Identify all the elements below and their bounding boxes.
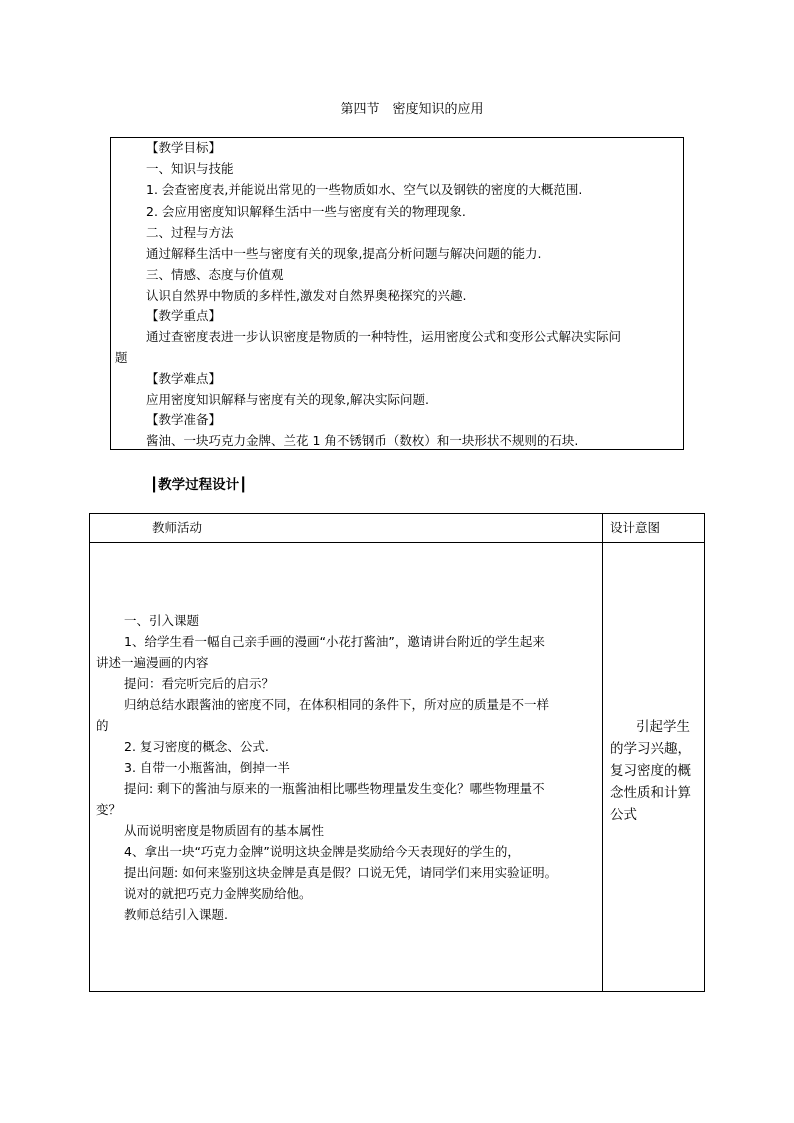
intent-line: 公式 bbox=[610, 807, 637, 823]
intent-line: 引起学生 bbox=[636, 719, 690, 735]
goals-line: 1. 会查密度表,并能说出常见的一些物质如水、空气以及钢铁的密度的大概范围. bbox=[146, 182, 583, 197]
intent-line: 念性质和计算 bbox=[610, 785, 691, 801]
activity-line: 提问: 剩下的酱油与原来的一瓶酱油相比哪些物理量发生变化？哪些物理量不 bbox=[124, 781, 545, 796]
table-column-divider bbox=[602, 513, 603, 992]
goals-line: 题 bbox=[115, 350, 128, 365]
header-teacher-activity: 教师活动 bbox=[152, 520, 203, 535]
intent-line: 复习密度的概 bbox=[610, 763, 691, 779]
activity-line: 变？ bbox=[96, 802, 122, 817]
goals-line: 通过查密度表进一步认识密度是物质的一种特性，运用密度公式和变形公式解决实际问 bbox=[146, 329, 622, 344]
goals-line: 通过解释生活中一些与密度有关的现象,提高分析问题与解决问题的能力. bbox=[146, 246, 542, 261]
goals-line: 应用密度知识解释与密度有关的现象,解决实际问题. bbox=[146, 392, 429, 407]
key-points-heading: 【教学重点】 bbox=[146, 308, 222, 323]
goals-line: 二、过程与方法 bbox=[146, 225, 234, 240]
activity-line: 教师总结引入课题. bbox=[124, 907, 228, 922]
process-design-heading: ┃教学过程设计┃ bbox=[150, 477, 248, 493]
activity-line: 讲述一遍漫画的内容 bbox=[96, 655, 209, 670]
activity-line: 提问：看完听完后的启示？ bbox=[124, 676, 275, 691]
goals-line: 2. 会应用密度知识解释生活中一些与密度有关的物理现象. bbox=[146, 204, 466, 219]
activity-line: 说对的就把巧克力金牌奖励给他。 bbox=[124, 886, 312, 901]
preparation-heading: 【教学准备】 bbox=[146, 412, 222, 427]
goals-line: 认识自然界中物质的多样性,激发对自然界奥秘探究的兴趣. bbox=[146, 288, 467, 303]
activity-line: 一、引入课题 bbox=[124, 613, 200, 628]
header-design-intent: 设计意图 bbox=[610, 520, 661, 535]
goals-line: 酱油、一块巧克力金牌、兰花 1 角不锈钢币（数枚）和一块形状不规则的石块. bbox=[146, 433, 579, 448]
activity-line: 2. 复习密度的概念、公式. bbox=[124, 739, 269, 754]
difficulty-heading: 【教学难点】 bbox=[146, 371, 222, 386]
page-title: 第四节 密度知识的应用 bbox=[340, 102, 484, 117]
activity-line: 从而说明密度是物质固有的基本属性 bbox=[124, 823, 325, 838]
activity-line: 的 bbox=[96, 718, 109, 733]
activity-line: 4、拿出一块“巧克力金牌”说明这块金牌是奖励给今天表现好的学生的， bbox=[124, 844, 520, 859]
goals-line: 一、知识与技能 bbox=[146, 161, 234, 176]
activity-line: 1、给学生看一幅自己亲手画的漫画“小花打酱油”，邀请讲台附近的学生起来 bbox=[124, 634, 545, 649]
goals-line: 三、情感、态度与价值观 bbox=[146, 267, 284, 282]
intent-line: 的学习兴趣， bbox=[610, 741, 691, 757]
activity-line: 归纳总结水跟酱油的密度不同，在体积相同的条件下，所对应的质量是不一样 bbox=[124, 697, 550, 712]
activity-line: 3. 自带一小瓶酱油，倒掉一半 bbox=[124, 760, 290, 775]
activity-line: 提出问题: 如何来鉴别这块金牌是真是假？口说无凭，请同学们来用实验证明。 bbox=[124, 865, 558, 880]
goals-heading: 【教学目标】 bbox=[146, 140, 222, 155]
table-header-divider bbox=[89, 542, 705, 543]
